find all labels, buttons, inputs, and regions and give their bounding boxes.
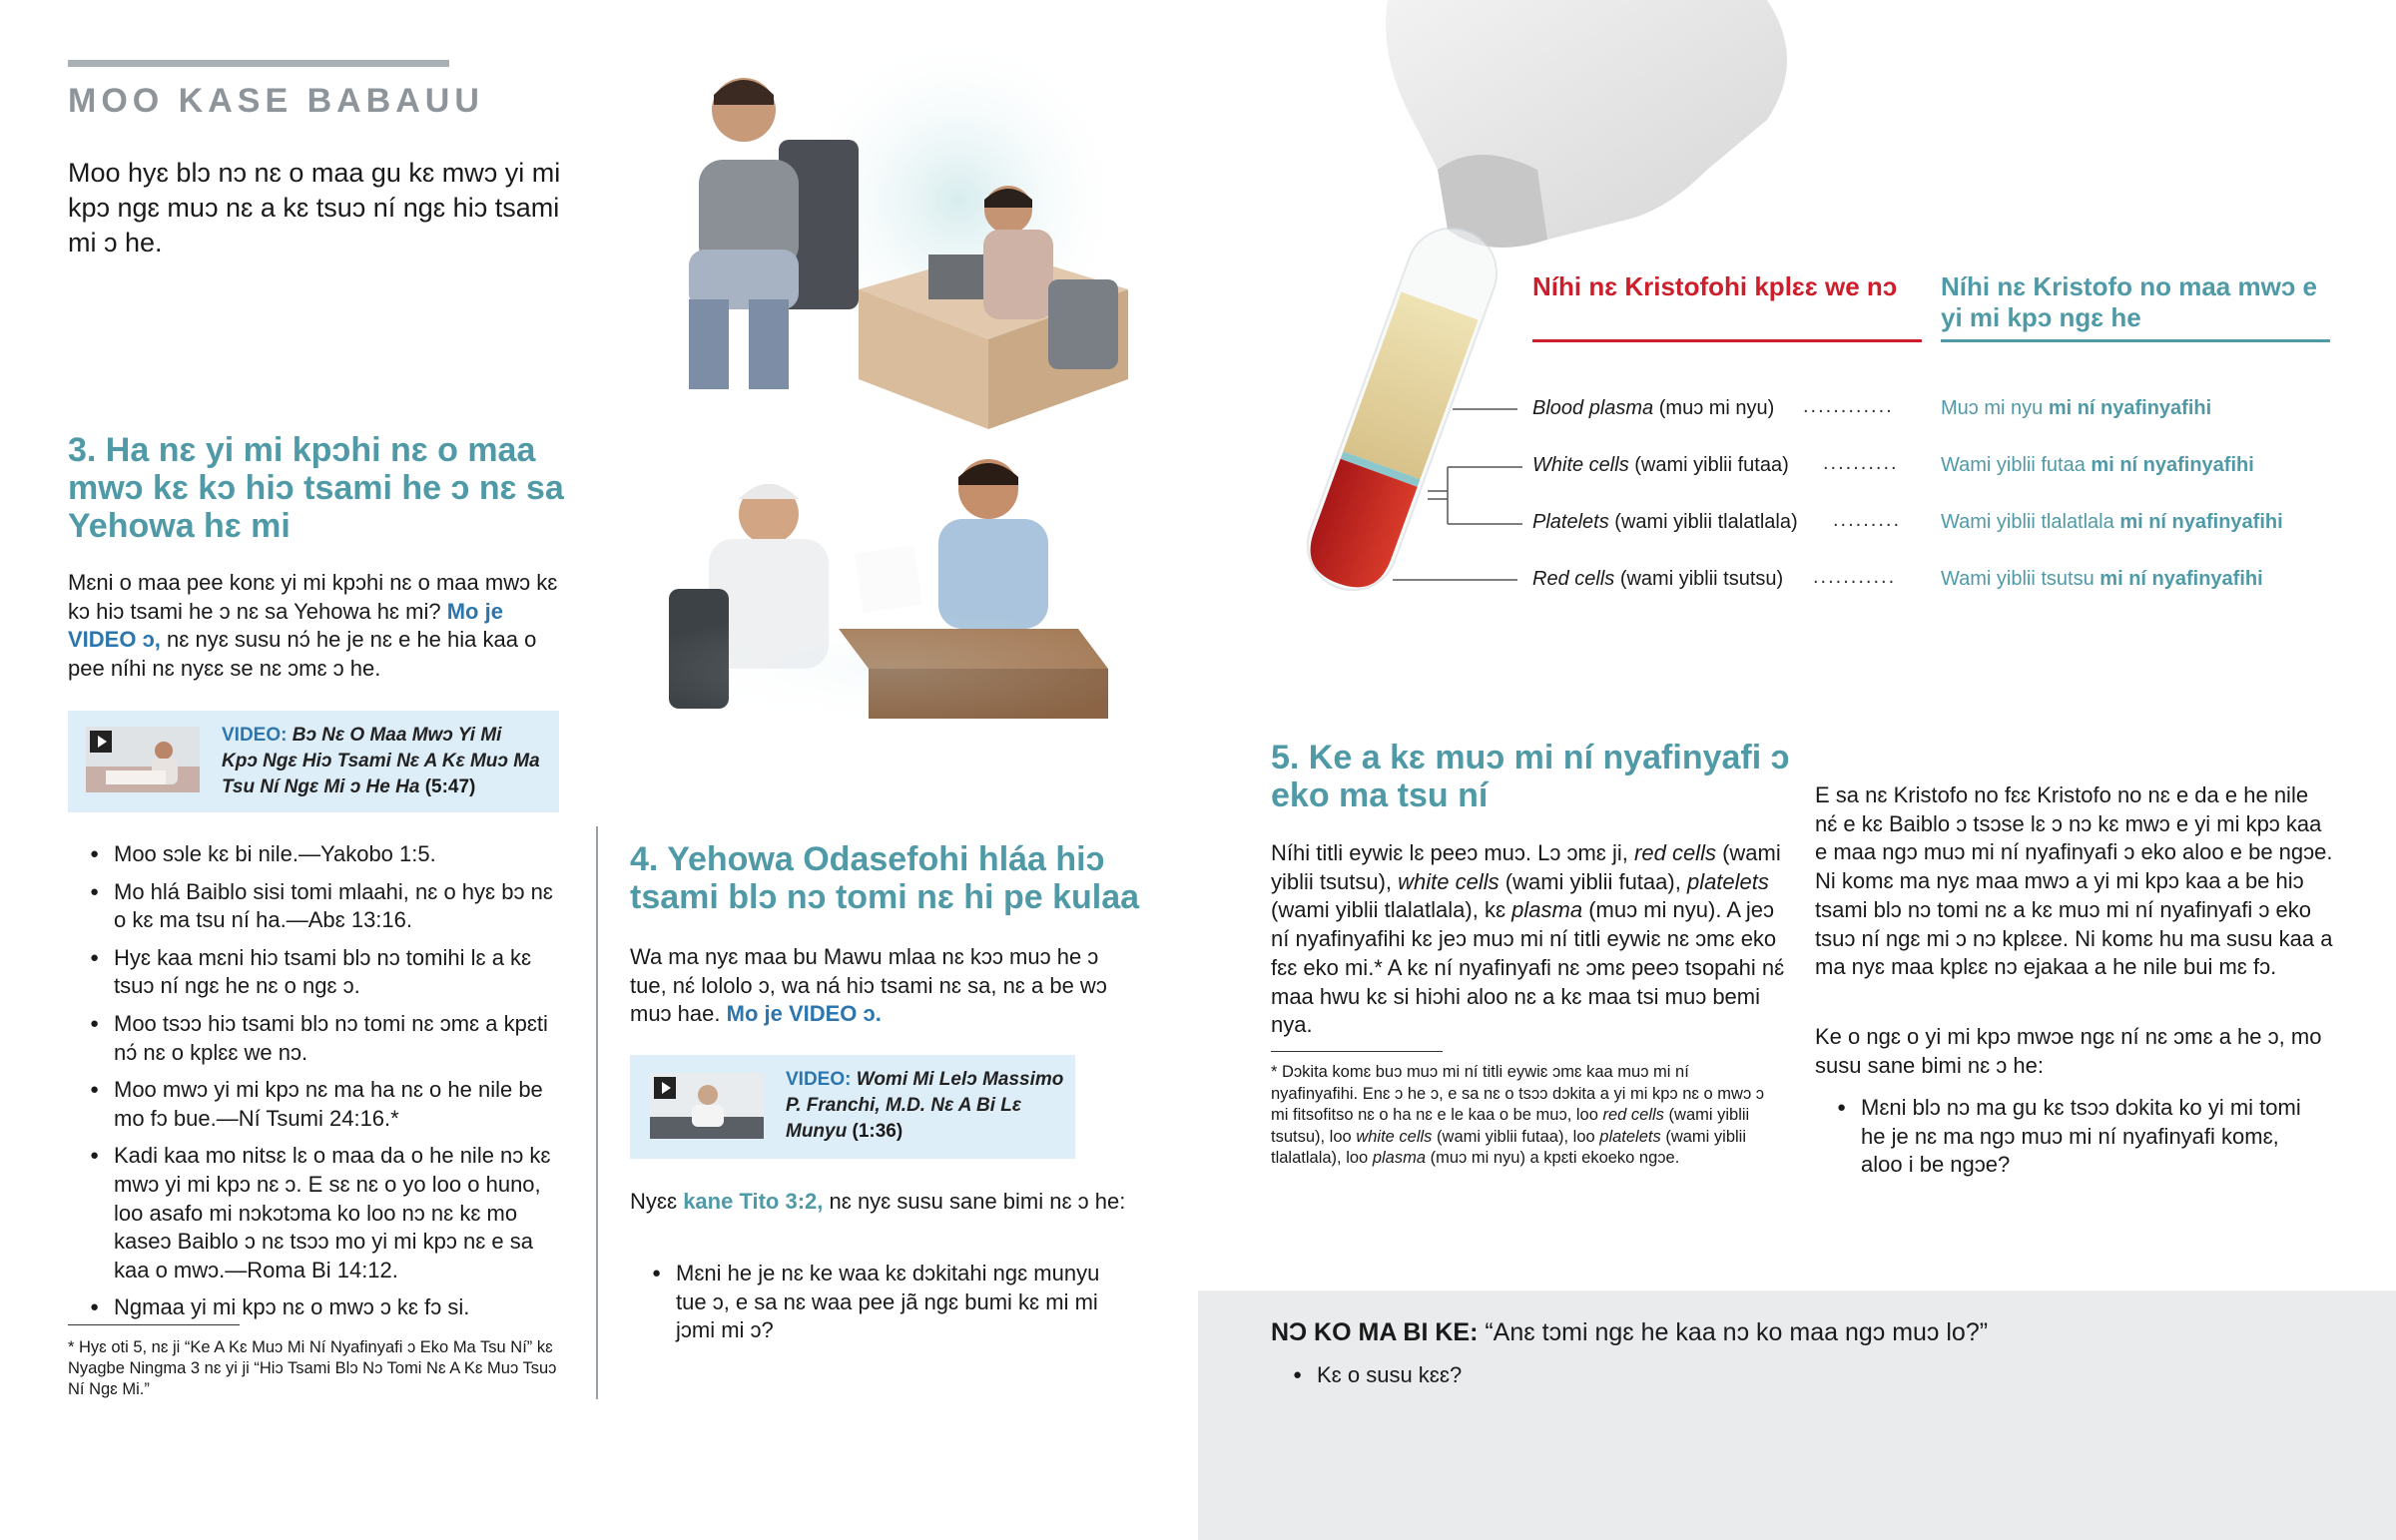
video-thumbnail[interactable] — [86, 727, 200, 792]
someone-may-ask-question — [1271, 1316, 1988, 1348]
text-run: (wami yiblii tlalatlala), kɛ — [1271, 897, 1506, 923]
component-term: Blood plasma — [1532, 397, 1654, 419]
footnote-rule — [68, 1324, 240, 1325]
table-row-right — [1941, 395, 2211, 421]
section-3-text-2: nɛ nyɛ susu nɔ́ he je nɛ e he hia kaa o pee níhi nɛ nyɛɛ se nɛ ɔmɛ ɔ he. — [68, 627, 537, 681]
section-3-paragraph — [68, 569, 567, 683]
illustration-doctor-consultation — [629, 50, 1148, 729]
fraction-plain: Wami yiblii futaa — [1941, 454, 2086, 476]
video-label: VIDEO: — [222, 725, 288, 746]
fraction-plain: Muɔ mi nyu — [1941, 397, 2044, 419]
section-3-bullet-list — [68, 840, 567, 1331]
video-caption — [786, 1067, 1065, 1145]
fraction-plain: Wami yiblii tlalatlala — [1941, 511, 2114, 533]
table-row-left — [1532, 566, 1783, 592]
section-3-heading: 3. Ha nɛ yi mi kpɔhi nɛ o maa mwɔ kɛ kɔ hiɔ tsami he ɔ nɛ sa Yehowa hɛ mi — [68, 431, 564, 545]
section-4-text: Wa ma nyɛ maa bu Mawu mlaa nɛ kɔɔ muɔ he ɔ tue, nɛ́ lololo ɔ, wa ná hiɔ tsami nɛ sa, nɛ a be wɔ muɔ hae. — [630, 944, 1107, 1026]
someone-may-ask-list — [1271, 1360, 1462, 1390]
table-header-personal-decision: Níhi nɛ Kristofo no maa mwɔ e yi mi kpɔ ngɛ he — [1941, 271, 2317, 332]
section-4-heading: 4. Yehowa Odasefohi hláa hiɔ tsami blɔ nɔ tomi nɛ hi pe kulaa — [630, 840, 1140, 916]
term-red-cells: red cells — [1602, 1106, 1664, 1124]
fraction-bold: mi ní nyafinyafihi — [2048, 397, 2212, 419]
list-item: ● Moo mwɔ yi mi kpɔ nɛ ma ha nɛ o he nile be mo fɔ bue.—Ní Tsumi 24:16.* — [68, 1076, 567, 1133]
table-row-right — [1941, 566, 2263, 592]
section-4-video-link[interactable]: Mo je VIDEO ɔ. — [726, 1001, 882, 1026]
fraction-bold: mi ní nyafinyafihi — [2099, 568, 2263, 590]
header-rule-teal — [1941, 339, 2330, 342]
scripture-link[interactable]: kane Tito 3:2, — [683, 1189, 824, 1214]
text-run: (wami yiblii tlalatlala), loo — [1271, 1127, 1746, 1167]
table-header-not-accepted: Níhi nɛ Kristofohi kplɛɛ we nɔ — [1532, 271, 1898, 301]
someone-may-ask-label: NƆ KO MA BI KE: — [1271, 1318, 1479, 1346]
play-icon[interactable] — [90, 731, 112, 753]
text-run: (muɔ mi nyu). A jeɔ ní nyafinyafihi kɛ jeɔ muɔ mi ní titli eywiɛ nɛ ɔmɛ eko fɛɛ eko mi.* A kɛ ní nyafinyafi nɛ ɔmɛ peeɔ tsopahi nɛ́ maa hwu kɛ si hiɔhi aloo nɛ a kɛ maa tsi muɔ bemi nya. — [1271, 897, 1785, 1038]
list-item: ● Kɛ o susu kɛɛ? — [1271, 1360, 1462, 1390]
component-local: (wami yiblii futaa) — [1634, 454, 1789, 476]
list-item: ● Hyɛ kaa mɛni hiɔ tsami blɔ nɔ tomihi lɛ a kɛ tsuɔ ní ngɛ he nɛ o ngɛ ɔ. — [68, 944, 567, 1001]
section-5-right-prompt: Ke o ngɛ o yi mi kpɔ mwɔe ngɛ ní nɛ ɔmɛ a he ɔ, mo susu sane bimi nɛ ɔ he: — [1815, 1024, 2322, 1078]
list-item: ● Mɛni he je nɛ ke waa kɛ dɔkitahi ngɛ munyu tue ɔ, e sa nɛ waa pee jã ngɛ bumi kɛ mi mi jɔmi mi ɔ? — [630, 1260, 1129, 1345]
video-duration: (1:36) — [852, 1121, 903, 1142]
video-duration: (5:47) — [424, 776, 476, 797]
term-red-cells: red cells — [1634, 840, 1716, 865]
video-thumbnail[interactable] — [650, 1073, 764, 1139]
component-term: Platelets — [1532, 511, 1609, 533]
text-run: Níhi titli eywiɛ lɛ peeɔ muɔ. Lɔ ɔmɛ ji, — [1271, 840, 1628, 865]
fraction-bold: mi ní nyafinyafihi — [2119, 511, 2283, 533]
list-item: ● Kadi kaa mo nitsɛ lɛ o maa da o he nile nɔ kɛ mwɔ yi mi kpɔ nɛ ɔ. E sɛ nɛ o yo loo o huno, loo asafo mi nɔkɔtɔma ko loo nɔ nɛ kɛ mo kaseɔ Baiblo ɔ nɛ tsɔɔ mo yi mi kpɔ nɛ e sa kaa o mwɔ.—Roma Bi 14:12. — [68, 1142, 567, 1284]
section-5-right-paragraph: E sa nɛ Kristofo no fɛɛ Kristofo no nɛ e da e he nile nɛ́ e kɛ Baiblo ɔ tsɔse lɛ ɔ nɔ kɛ mwɔ e yi mi kpɔ kaa e maa ngɔ muɔ mi ní nyafinyafi ɔ eko aloo e be ngɔe. Ni komɛ ma nyɛ maa mwɔ a yi mi kpɔ kaa a be hiɔ tsami blɔ nɔ tomi nɛ a kɛ muɔ mi ní nyafinyafi ɔ eko tsuɔ ní ngɛ mi ɔ nɔ kplɛɛe. Ni komɛ hu ma susu kaa a ma nyɛ maa kplɛɛ nɔ ejakaa a he nile bui mɛ fɔ. — [1815, 782, 2333, 980]
intro-paragraph: Moo hyɛ blɔ nɔ nɛ o maa gu kɛ mwɔ yi mi kpɔ ngɛ muɔ nɛ a kɛ tsuɔ ní ngɛ hiɔ tsami mi ɔ he. — [68, 158, 561, 257]
component-term: Red cells — [1532, 568, 1615, 590]
header-rule-red — [1532, 339, 1922, 342]
footnote-rule — [1271, 1051, 1443, 1052]
list-item: ● Mo hlá Baiblo sisi tomi mlaahi, nɛ o hyɛ bɔ nɛ o kɛ ma tsu ní ha.—Abɛ 13:16. — [68, 878, 567, 935]
read-post: nɛ nyɛ susu sane bimi nɛ ɔ he: — [829, 1189, 1126, 1214]
section-5-heading: 5. Ke a kɛ muɔ mi ní nyafinyafi ɔ eko ma tsu ní — [1271, 739, 1790, 814]
video-title[interactable]: Womi Mi Lelɔ Massimo P. Franchi, M.D. Nɛ A Bi Lɛ Munyu — [786, 1069, 1064, 1142]
table-row-right — [1941, 509, 2283, 535]
video-card-2[interactable] — [630, 1055, 1075, 1159]
someone-may-ask-text: “Anɛ tɔmi ngɛ he kaa nɔ ko maa ngɔ muɔ lo?” — [1485, 1318, 1989, 1346]
term-platelets: platelets — [1686, 868, 1769, 894]
table-row-left — [1532, 395, 1774, 421]
someone-may-ask-box — [1198, 1290, 2396, 1540]
table-row-left — [1532, 509, 1798, 535]
video-label: VIDEO: — [786, 1069, 852, 1090]
section-4-read-instruction — [630, 1188, 1139, 1217]
list-item: ● Moo tsɔɔ hiɔ tsami blɔ nɔ tomi nɛ ɔmɛ a kpɛti nɔ́ nɛ o kplɛɛ we nɔ. — [68, 1010, 567, 1067]
leader-dots: ........... — [1813, 566, 1897, 588]
column-divider — [596, 826, 598, 1399]
list-item: ● Ngmaa yi mi kpɔ nɛ o mwɔ ɔ kɛ fɔ si. — [68, 1293, 567, 1322]
list-item: ● Moo sɔle kɛ bi nile.—Yakobo 1:5. — [68, 840, 567, 869]
component-local: (muɔ mi nyu) — [1658, 397, 1775, 419]
text-run: (wami yiblii futaa), loo — [1437, 1127, 1595, 1146]
term-plasma: plasma — [1511, 897, 1583, 923]
text-run: (muɔ mi nyu) a kpɛti ekoeko ngɔe. — [1430, 1149, 1680, 1167]
footnote-right — [1271, 1062, 1770, 1170]
component-local: (wami yiblii tsutsu) — [1619, 568, 1784, 590]
section-3-text: Mɛni o maa pee konɛ yi mi kpɔhi nɛ o maa mwɔ kɛ kɔ hiɔ tsami he ɔ nɛ sa Yehowa hɛ mi? — [68, 570, 558, 624]
leader-dots: ............ — [1803, 395, 1894, 417]
fraction-bold: mi ní nyafinyafihi — [2091, 454, 2254, 476]
term-white-cells: white cells — [1356, 1127, 1433, 1146]
table-row-right — [1941, 452, 2254, 478]
term-white-cells: white cells — [1398, 868, 1499, 894]
video-title[interactable]: Bɔ Nɛ O Maa Mwɔ Yi Mi Kpɔ Ngɛ Hiɔ Tsami Nɛ A Kɛ Muɔ Ma Tsu Ní Ngɛ Mi ɔ He Ha — [222, 725, 540, 797]
section-5-bullet-list — [1815, 1094, 2314, 1180]
section-4-bullet-list — [630, 1260, 1129, 1345]
term-platelets: platelets — [1599, 1127, 1661, 1146]
component-term: White cells — [1532, 454, 1629, 476]
section-label-rule — [68, 60, 449, 67]
leader-dots: .......... — [1823, 452, 1899, 474]
section-label: MOO KASE BABAUU — [68, 82, 484, 120]
video-caption — [222, 723, 541, 800]
section-3-video-link[interactable]: Mo je VIDEO ɔ, — [68, 598, 503, 652]
text-run: (wami yiblii tsutsu), loo — [1271, 1106, 1750, 1146]
text-run: * Dɔkita komɛ buɔ muɔ mi ní titli eywiɛ ɔmɛ kaa muɔ mi ní nyafinyafihi. Enɛ ɔ he ɔ, e sa nɛ o tsɔɔ dɔkita a yi mi kpɔ nɛ o mwɔ ɔ mi fitsofitso nɛ o ha nɛ e le kaa o be muɔ, loo — [1271, 1063, 1765, 1124]
leader-dots: ......... — [1833, 509, 1902, 531]
table-row-left — [1532, 452, 1789, 478]
play-icon[interactable] — [654, 1077, 676, 1099]
video-card-1[interactable] — [68, 711, 559, 812]
text-run: (wami yiblii tsutsu), — [1271, 840, 1781, 894]
fraction-plain: Wami yiblii tsutsu — [1941, 568, 2095, 590]
term-plasma: plasma — [1372, 1149, 1427, 1167]
component-local: (wami yiblii tlalatlala) — [1614, 511, 1798, 533]
section-4-paragraph — [630, 943, 1139, 1029]
list-item: ● Mɛni blɔ nɔ ma gu kɛ tsɔɔ dɔkita ko yi mi tomi he je nɛ ma ngɔ muɔ mi ní nyafinyafi komɛ, aloo i be ngɔe? — [1815, 1094, 2314, 1180]
section-5-paragraph — [1271, 839, 1790, 1040]
read-pre: Nyɛɛ — [630, 1189, 678, 1214]
text-run: (wami yiblii futaa), — [1504, 868, 1681, 894]
footnote-left: * Hyɛ oti 5, nɛ ji “Ke A Kɛ Muɔ Mi Ní Nyafinyafi ɔ Eko Ma Tsu Ní” kɛ Nyagbe Ningma 3 nɛ yi ji “Hiɔ Tsami Blɔ Nɔ Tomi Nɛ A Kɛ Muɔ Tsuɔ Ní Ngɛ Mi.” — [68, 1338, 557, 1398]
